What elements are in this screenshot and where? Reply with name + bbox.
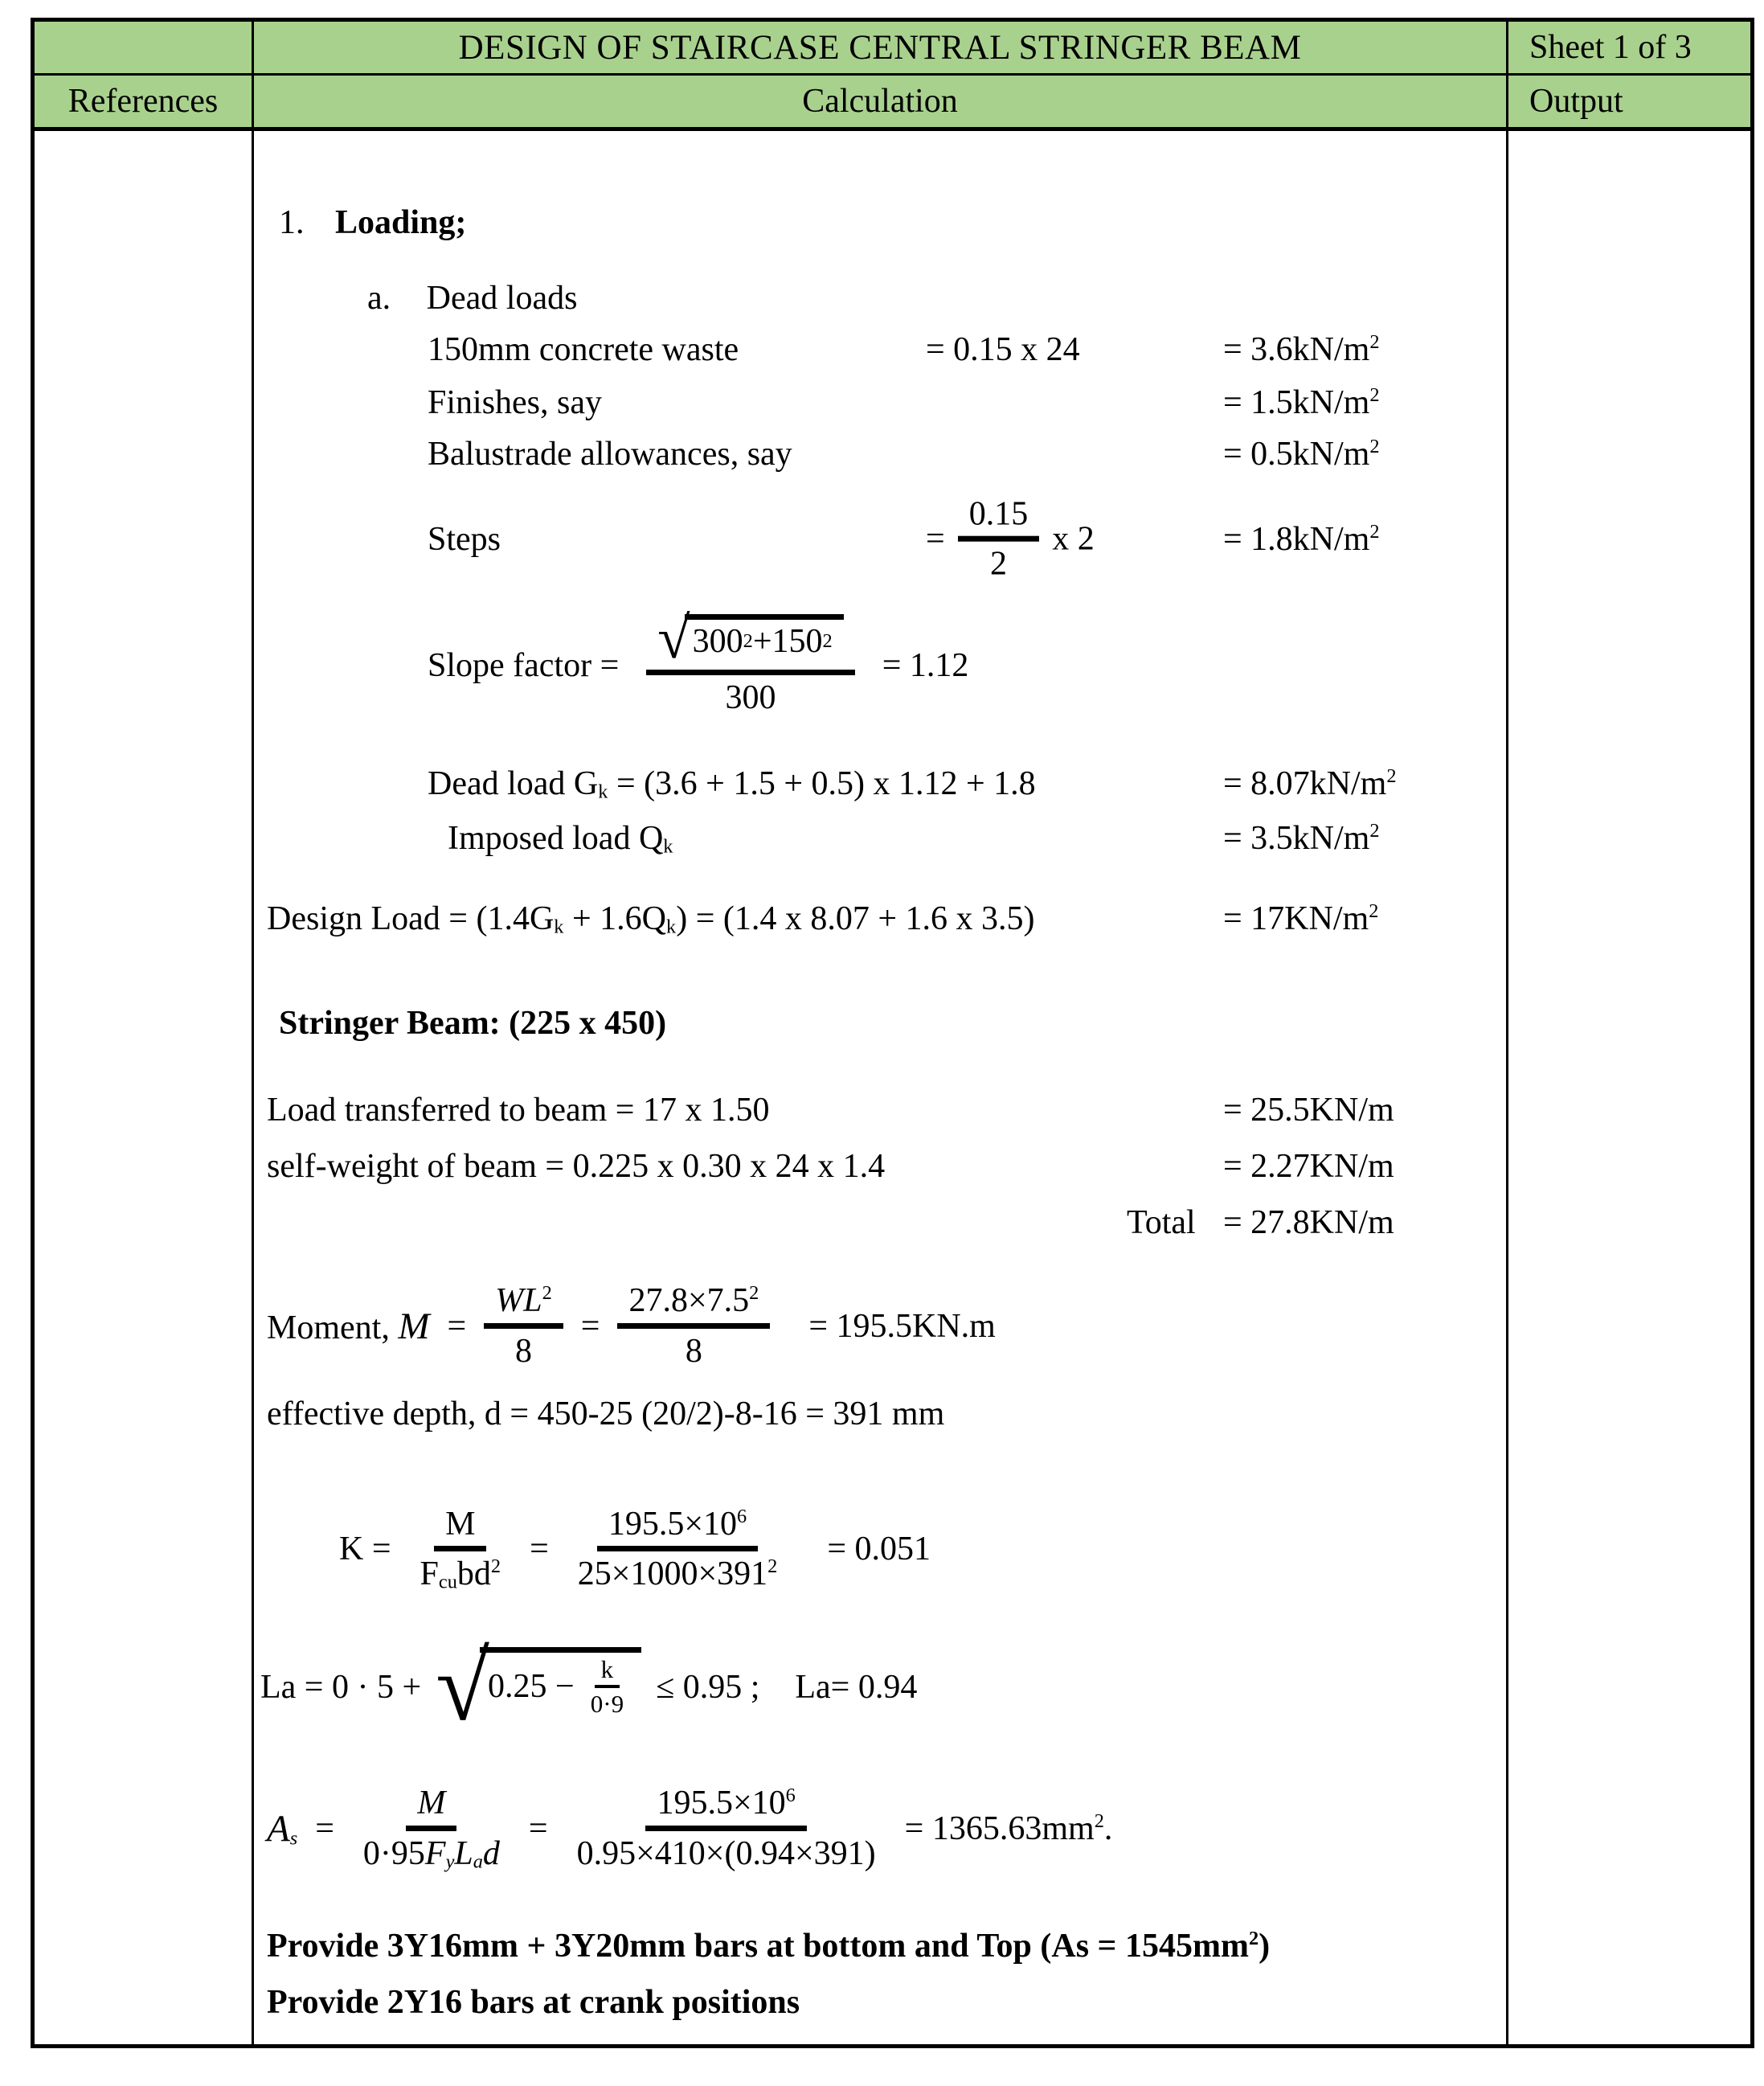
loading-title: Loading; [335,204,467,241]
equals-sign: = [447,1307,467,1345]
qk-subscript: k [663,835,673,858]
row-label: Slope factor = [428,647,620,684]
output-column [1508,131,1750,2044]
design-load-t3: ) = (1.4 x 8.07 + 1.6 x 3.5) [676,900,1035,937]
row-result: = 195.5KN.m [808,1307,996,1345]
moment-word: Moment, [267,1309,399,1346]
provide-bars-line-2 [254,1983,1506,2022]
numeric-exponent: 6 [737,1505,747,1527]
fraction-numerator: 0.15 [958,495,1040,542]
moment-numeric-fraction [617,1281,770,1371]
row-result: = 2.27KN/m [1223,1148,1394,1185]
calculation-column [254,131,1508,2044]
dead-loads-title: Dead loads [426,280,578,317]
square-root [436,1633,641,1742]
steps-formula [926,495,1095,584]
radicand-term: 0.25 − [488,1668,575,1706]
row-label: Finishes, say [428,384,603,421]
design-load-sub2: k [666,916,677,938]
self-weight-row [254,1147,1506,1186]
slope-factor-row [254,597,1506,734]
fcu-subscript: cu [438,1571,457,1593]
design-load-t2: + 1.6Q [563,900,667,937]
moment-row [254,1268,1506,1384]
radicand [480,1647,641,1718]
fraction-denominator: 0.95×410×(0.94×391) [576,1834,876,1872]
fraction-denominator: 8 [514,1332,532,1370]
balustrade-row [254,435,1506,473]
steps-fraction [958,495,1040,584]
times-factor: x 2 [1052,521,1095,558]
calculation-content [254,131,1506,2044]
fraction-denominator: 300 [725,678,776,716]
row-result [1223,330,1380,369]
result-text: = 1365.63mm [904,1809,1095,1847]
total-result: = 27.8KN/m [1223,1204,1394,1241]
k-over-09-fraction [584,1655,630,1718]
row-label: 150mm concrete waste [428,331,739,368]
moment-symbolic-fraction [484,1281,563,1371]
radicand-term-2: +150 [752,623,823,661]
result-text: = 3.6kN/m [1223,331,1370,368]
row-result: = 25.5KN/m [1223,1092,1394,1129]
load-transferred-row [254,1091,1506,1129]
dead-loads-letter: a. [367,280,391,317]
fraction-numerator: M [434,1505,486,1551]
provide-exponent: 2 [1248,1927,1259,1949]
row-label: Load transferred to beam = 17 x 1.50 [267,1092,770,1129]
row-result [1223,520,1380,559]
moment-symbol: M [398,1305,430,1347]
steps-row [254,491,1506,588]
result-text: = 1.5kN/m [1223,384,1370,421]
numeric-exponent: 6 [785,1785,796,1807]
as-symbolic-fraction [352,1784,511,1873]
loading-number: 1. [279,204,305,241]
loading-heading [254,203,1506,242]
row-result: = 0.051 [827,1531,931,1568]
equals-sign: = [530,1531,549,1568]
result-text: = 17KN/m [1223,900,1369,937]
row-label: Balustrade allowances, say [428,436,792,473]
as-symbol: A [267,1807,290,1850]
fraction-numerator: M [406,1784,456,1830]
bd-term: bd [456,1555,491,1592]
result-exponent: 2 [1094,1809,1104,1832]
result-exponent: 2 [1369,435,1380,457]
fraction-denominator: 2 [989,546,1007,583]
result-text: = 0.5kN/m [1223,436,1370,473]
sheet-number: Sheet 1 of 3 [1508,22,1750,76]
row-expression: = 0.15 x 24 [926,331,1080,368]
provide-text [267,1927,1270,1965]
provide-t1: Provide 3Y16mm + 3Y20mm bars at bottom and Top (As = 1545mm [267,1928,1249,1965]
result-text: = 1.8kN/m [1223,521,1370,558]
fcu-term: F [420,1555,439,1592]
gk-subscript: k [598,781,608,803]
row-result [905,1809,1113,1848]
equals-sign: = [926,521,945,558]
fraction-numerator [646,605,854,674]
provide-text [267,1983,800,2022]
dead-loads-heading [254,279,1506,318]
denominator-exponent: 2 [767,1555,778,1577]
design-load-sub1: k [554,916,564,938]
radicand-term-1: 300 [692,623,743,661]
row-label: self-weight of beam = 0.225 x 0.30 x 24 x 1.4 [267,1148,886,1185]
steel-area-row [254,1766,1506,1891]
output-header: Output [1508,76,1750,131]
fy-term: F [424,1834,446,1872]
row-result: = 1.12 [882,647,969,684]
numeric-term: 27.8×7.5 [628,1282,750,1320]
finishes-row [254,383,1506,422]
provide-t1: Provide 2Y16 bars at crank positions [267,1984,800,2021]
provide-bars-line-1 [254,1927,1506,1965]
fraction-numerator [617,1281,770,1328]
coefficient: 0·95 [362,1834,425,1872]
row-label [448,819,673,858]
row-result [1223,900,1378,938]
k-lhs: K = [339,1531,391,1568]
dead-load-gk-row [254,764,1506,803]
top-left-blank-cell [35,22,254,76]
fraction-numerator [645,1784,806,1830]
as-numeric-fraction [566,1784,887,1873]
fraction-denominator [352,1831,511,1873]
radicand: 300 2 +150 2 [685,614,844,661]
section-title: Stringer Beam: (225 x 450) [279,1005,667,1042]
equals-sign: = [580,1307,600,1345]
result-text: = 3.5kN/m [1223,820,1370,857]
numeric-term: 195.5×10 [608,1505,738,1543]
row-label: effective depth, d = 450-25 (20/2)-8-16 = 391 mm [267,1395,945,1432]
bd-exponent: 2 [490,1555,501,1577]
wl-exponent: 2 [542,1282,552,1305]
lever-arm-row [254,1633,1506,1742]
calculation-header: Calculation [254,76,1508,131]
numeric-exponent: 2 [749,1282,759,1305]
fraction-numerator: k [595,1655,620,1688]
as-subscript: s [289,1826,298,1849]
radical-sign: √ [436,1633,490,1742]
result-exponent: 2 [1369,900,1379,922]
denominator-term: 25×1000×391 [577,1555,768,1592]
la-term: L [454,1834,473,1872]
row-result [1223,764,1397,803]
la-limit: ≤ 0.95 ; [656,1669,760,1706]
equals-sign: = [528,1809,548,1847]
fraction-denominator: 8 [685,1332,702,1370]
fraction-numerator [484,1281,563,1328]
la-result: La= 0.94 [795,1669,918,1706]
as-lhs [267,1807,297,1850]
concrete-waste-row [254,330,1506,369]
row-label [267,900,1035,938]
references-header: References [35,76,254,131]
effective-depth-row [254,1395,1506,1433]
row-label [428,764,1036,803]
row-result [1223,383,1380,422]
qk-label: Imposed load Q [448,820,664,857]
fy-subscript: y [445,1850,455,1872]
result-exponent: 2 [1369,819,1380,842]
square-root [657,605,843,671]
gk-label: Dead load G [428,765,599,802]
result-period: . [1103,1809,1113,1847]
d-term: d [482,1834,500,1872]
equals-sign: = [315,1809,334,1847]
references-column [35,131,254,2044]
page-title: DESIGN OF STAIRCASE CENTRAL STRINGER BEAM [254,22,1508,76]
k-numeric-fraction [567,1505,789,1594]
design-load-t1: Design Load = (1.4G [267,900,555,937]
gk-expression: = (3.6 + 1.5 + 0.5) x 1.12 + 1.8 [608,765,1036,802]
slope-fraction [646,605,854,717]
fraction-denominator: 0·9 [590,1689,624,1718]
design-sheet-table [31,18,1754,2048]
k-symbolic-fraction [409,1505,513,1594]
imposed-load-row [254,819,1506,858]
moment-lhs [267,1305,430,1348]
result-exponent: 2 [1386,764,1397,787]
total-label: Total [1127,1204,1196,1241]
wl-term: WL [495,1282,542,1320]
stringer-beam-heading [254,1004,1506,1043]
row-result [1223,819,1380,858]
result-exponent: 2 [1369,330,1380,353]
la-lhs: La = 0 · 5 + [260,1669,422,1706]
fraction-denominator [409,1551,513,1593]
result-text: = 8.07kN/m [1223,765,1387,802]
design-load-row [254,900,1506,938]
k-factor-row [254,1485,1506,1613]
total-row [254,1203,1506,1242]
row-label: Steps [428,521,501,558]
result-exponent: 2 [1369,520,1380,543]
row-result [1223,435,1380,473]
radical-sign: √ [657,605,690,671]
la-subscript: a [473,1850,483,1872]
result-exponent: 2 [1369,383,1380,406]
fraction-denominator [567,1551,789,1593]
fraction-numerator [597,1505,758,1551]
numeric-term: 195.5×10 [657,1785,786,1822]
provide-t2: ) [1259,1928,1271,1965]
